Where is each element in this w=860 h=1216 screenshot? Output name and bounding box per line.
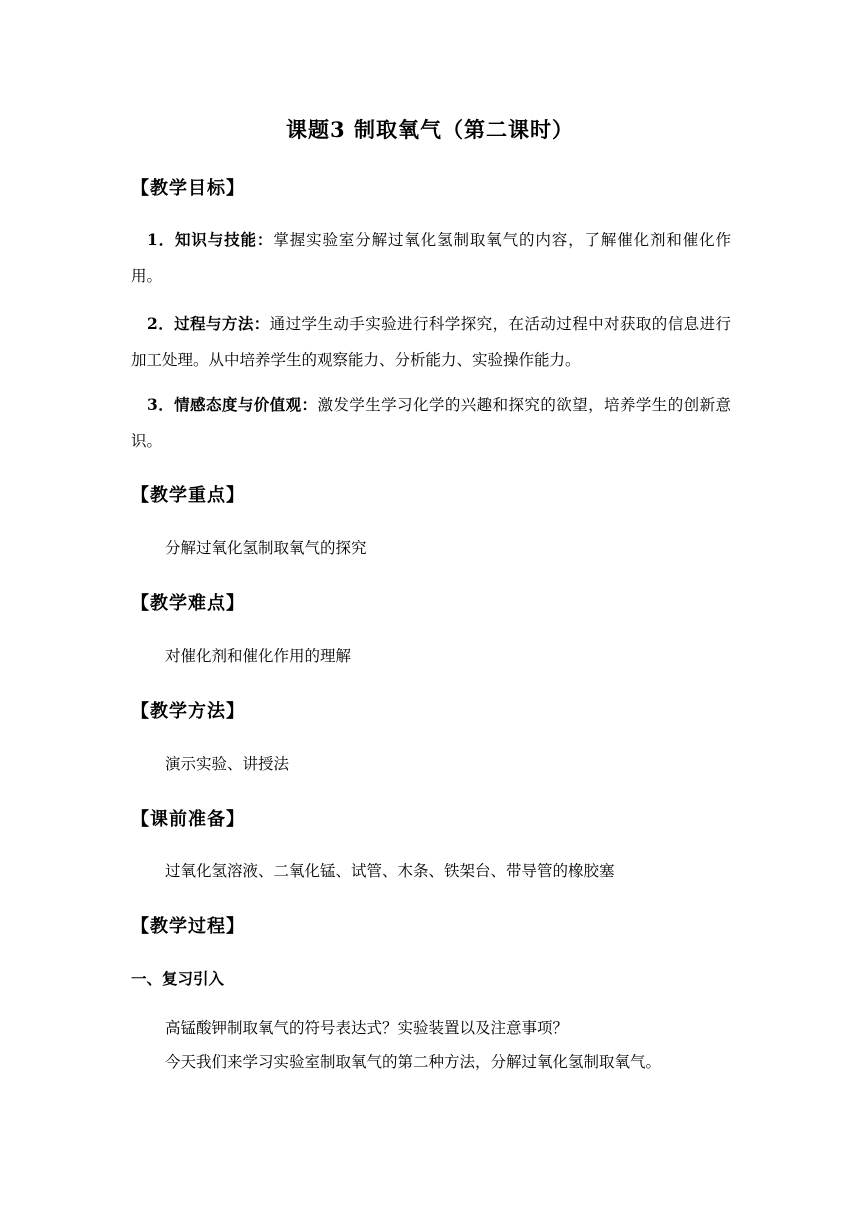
objective-text: 激发学生学习化学的兴趣和探究的欲望，培养学生的创新意识。 bbox=[131, 396, 731, 450]
objective-lead: 1．知识与技能： bbox=[147, 230, 274, 249]
objective-item-2 bbox=[131, 306, 731, 378]
preparation-text: 过氧化氢溶液、二氧化锰、试管、木条、铁架台、带导管的橡胶塞 bbox=[165, 862, 615, 880]
step1-heading: 一、复习引入 bbox=[131, 969, 225, 988]
objectives-heading: 【教学目标】 bbox=[131, 178, 245, 199]
document-title: 课题3 制取氧气（第二课时） bbox=[286, 117, 574, 142]
process-heading: 【教学过程】 bbox=[131, 916, 245, 937]
objective-text: 掌握实验室分解过氧化氢制取氧气的内容，了解催化剂和催化作用。 bbox=[131, 231, 731, 285]
difficulty-text: 对催化剂和催化作用的理解 bbox=[165, 647, 352, 665]
method-text: 演示实验、讲授法 bbox=[165, 755, 290, 773]
objective-item-1 bbox=[131, 222, 731, 294]
objective-lead: 2．过程与方法： bbox=[147, 314, 270, 333]
difficulty-heading: 【教学难点】 bbox=[131, 593, 245, 614]
step1-line-1: 高锰酸钾制取氧气的符号表达式？实验装置以及注意事项？ bbox=[165, 1019, 569, 1037]
objective-lead: 3．情感态度与价值观： bbox=[147, 395, 318, 414]
objective-item-3 bbox=[131, 387, 731, 459]
step1-line-2: 今天我们来学习实验室制取氧气的第二种方法，分解过氧化氢制取氧气。 bbox=[165, 1053, 662, 1071]
method-heading: 【教学方法】 bbox=[131, 701, 245, 722]
objective-text: 通过学生动手实验进行科学探究，在活动过程中对获取的信息进行加工处理。从中培养学生的观察能力、分析能力、实验操作能力。 bbox=[131, 315, 731, 369]
key-point-heading: 【教学重点】 bbox=[131, 485, 245, 506]
preparation-heading: 【课前准备】 bbox=[131, 809, 245, 830]
key-point-text: 分解过氧化氢制取氧气的探究 bbox=[165, 539, 367, 557]
